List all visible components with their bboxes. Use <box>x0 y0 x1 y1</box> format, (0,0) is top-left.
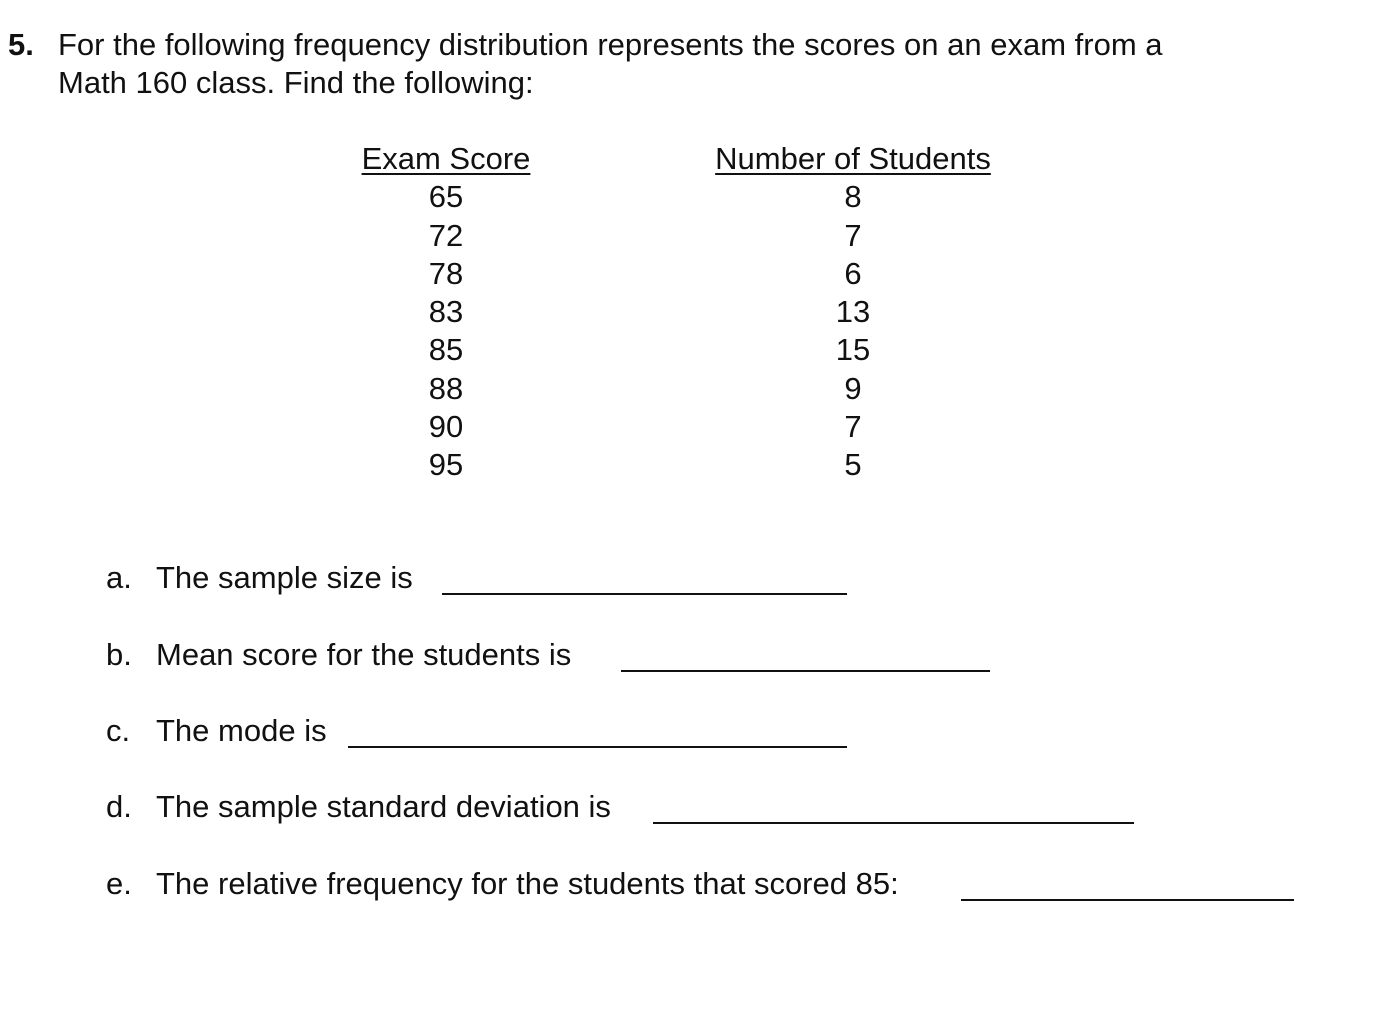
students-count-cell: 9 <box>844 370 862 406</box>
part-b-answer-blank[interactable] <box>621 670 990 672</box>
students-count-cell: 7 <box>844 217 862 253</box>
exam-score-cell: 85 <box>428 332 464 368</box>
question-block <box>8 26 1348 102</box>
part-e-text: The relative frequency for the students that scored 85: <box>156 866 899 901</box>
exam-score-cell: 95 <box>428 447 464 483</box>
question-number: 5. <box>8 27 34 62</box>
part-e <box>106 866 899 906</box>
part-e-answer-blank[interactable] <box>961 899 1294 901</box>
students-count-cell: 13 <box>835 294 871 330</box>
exam-score-cell: 83 <box>428 294 464 330</box>
exam-score-header: Exam Score <box>361 141 531 176</box>
part-c <box>106 713 327 753</box>
part-c-letter: c. <box>106 713 131 748</box>
part-e-letter: e. <box>106 866 132 901</box>
students-count-cell: 15 <box>835 332 871 368</box>
students-count-cell: 8 <box>844 179 862 215</box>
part-b <box>106 637 571 677</box>
part-a-answer-blank[interactable] <box>442 593 847 595</box>
exam-score-cell: 78 <box>428 255 464 291</box>
number-of-students-header: Number of Students <box>715 141 991 176</box>
part-d-letter: d. <box>106 789 132 824</box>
part-a-letter: a. <box>106 560 132 595</box>
part-d-answer-blank[interactable] <box>653 822 1134 824</box>
question-text-line-1: For the following frequency distribution represents the scores on an exam from a <box>58 27 1163 62</box>
exam-score-cell: 72 <box>428 217 464 253</box>
part-a <box>106 560 413 600</box>
part-d-text: The sample standard deviation is <box>156 789 611 824</box>
part-d <box>106 789 611 829</box>
part-c-answer-blank[interactable] <box>348 746 847 748</box>
exam-score-cell: 65 <box>428 179 464 215</box>
part-c-text: The mode is <box>156 713 327 748</box>
students-count-cell: 7 <box>844 409 862 445</box>
number-of-students-column <box>705 140 1001 485</box>
part-b-letter: b. <box>106 637 132 672</box>
question-text-line-2: Math 160 class. Find the following: <box>58 65 534 100</box>
part-b-text: Mean score for the students is <box>156 637 572 672</box>
students-count-cell: 6 <box>844 255 862 291</box>
exam-score-column <box>356 140 536 485</box>
exam-score-cell: 88 <box>428 370 464 406</box>
exam-score-cell: 90 <box>428 409 464 445</box>
students-count-cell: 5 <box>844 447 862 483</box>
part-a-text: The sample size is <box>156 560 413 595</box>
